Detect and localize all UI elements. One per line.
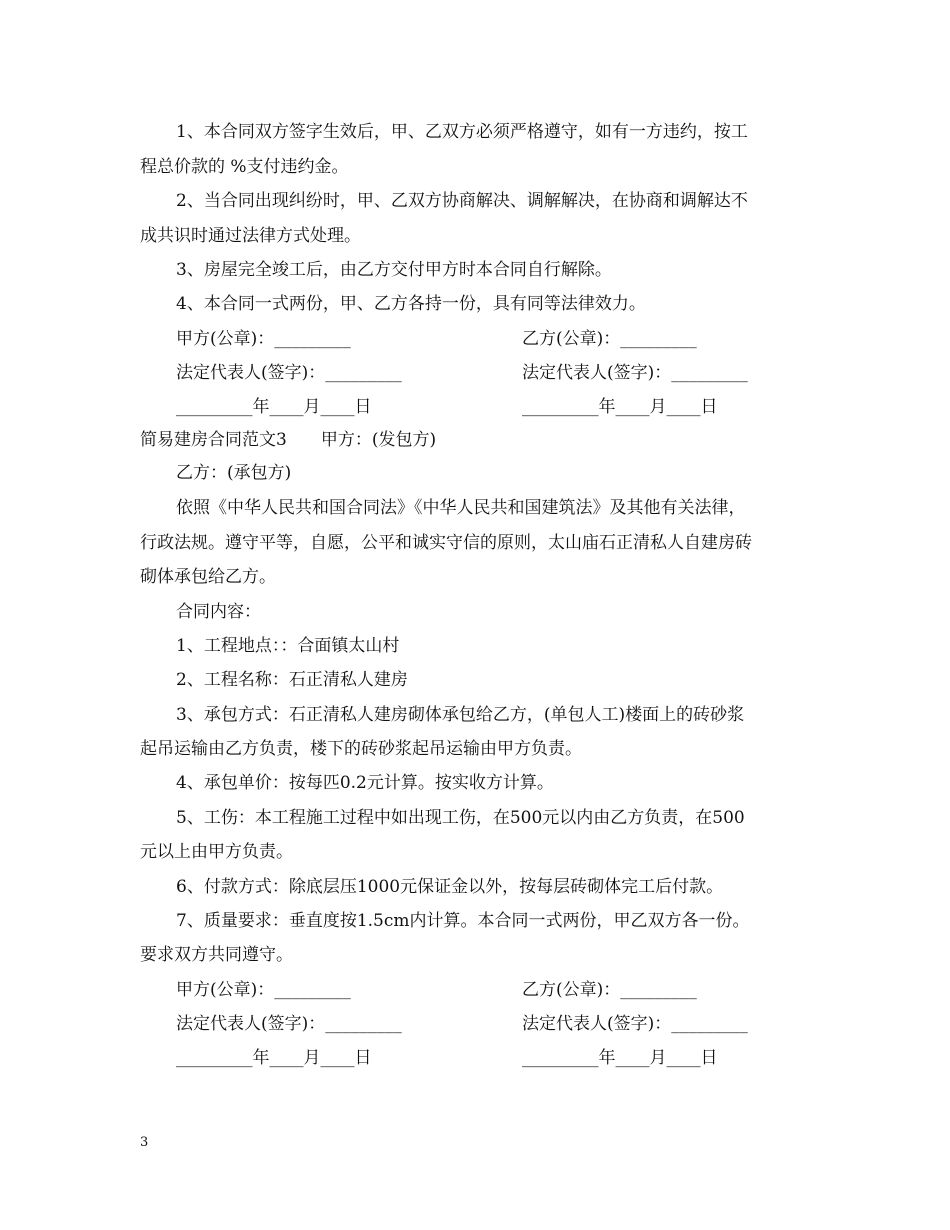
party-b-representative: 法定代表人(签字)：_________ [522, 363, 748, 383]
party-b-seal: 乙方(公章)：_________ [522, 329, 697, 349]
page-number: 3 [140, 1135, 149, 1150]
item-3-line-2: 起吊运输由乙方负责，楼下的砖砂浆起吊运输由甲方负责。 [140, 739, 582, 759]
preamble-line-2: 行政法规。遵守平等，自愿，公平和诚实守信的原则，太山庙石正清私人自建房砖 [140, 533, 752, 553]
clause-4: 4、本合同一式两份，甲、乙方各持一份，具有同等法律效力。 [176, 294, 646, 314]
party-a-representative: 法定代表人(签字)：_________ [176, 363, 402, 383]
item-4: 4、承包单价：按每匹0.2元计算。按实收方计算。 [176, 773, 554, 793]
party-b-representative: 法定代表人(签字)：_________ [522, 1014, 748, 1034]
item-1: 1、工程地点：：合面镇太山村 [176, 636, 400, 656]
preamble-line-3: 砌体承包给乙方。 [140, 567, 276, 587]
party-a-seal: 甲方(公章)：_________ [176, 980, 351, 1000]
party-a-date: _________年____月____日 [176, 397, 372, 417]
clause-1-line-1: 1、本合同双方签字生效后，甲、乙双方必须严格遵守，如有一方违约，按工 [176, 122, 748, 142]
party-b-date: _________年____月____日 [522, 397, 718, 417]
contract-content-label: 合同内容： [176, 602, 261, 622]
item-6: 6、付款方式：除底层压1000元保证金以外，按每层砖砌体完工后付款。 [176, 877, 724, 897]
item-7-line-1: 7、质量要求：垂直度按1.5cm内计算。本合同一式两份，甲乙双方各一份。 [176, 911, 750, 931]
clause-2-line-2: 成共识时通过法律方式处理。 [140, 226, 361, 246]
clause-2-line-1: 2、当合同出现纠纷时，甲、乙双方协商解决、调解解决，在协商和调解达不 [176, 191, 748, 211]
party-b-line: 乙方：(承包方) [176, 463, 292, 483]
party-a-date: _________年____月____日 [176, 1048, 372, 1068]
item-5-line-2: 元以上由甲方负责。 [140, 842, 293, 862]
item-3-line-1: 3、承包方式：石正清私人建房砌体承包给乙方，(单包人工)楼面上的砖砂浆 [176, 705, 745, 725]
contract-heading: 简易建房合同范文3 甲方：(发包方) [140, 430, 437, 450]
item-5-line-1: 5、工伤：本工程施工过程中如出现工伤，在500元以内由乙方负责，在500 [176, 808, 745, 828]
party-a-representative: 法定代表人(签字)：_________ [176, 1014, 402, 1034]
clause-1-line-2: 程总价款的 %支付违约金。 [140, 157, 349, 177]
clause-3: 3、房屋完全竣工后，由乙方交付甲方时本合同自行解除。 [176, 260, 612, 280]
party-b-seal: 乙方(公章)：_________ [522, 980, 697, 1000]
party-b-date: _________年____月____日 [522, 1048, 718, 1068]
preamble-line-1: 依照《中华人民共和国合同法》《中华人民共和国建筑法》及其他有关法律， [176, 498, 746, 518]
party-a-seal: 甲方(公章)：_________ [176, 329, 351, 349]
item-2: 2、工程名称：石正清私人建房 [176, 670, 408, 690]
item-7-line-2: 要求双方共同遵守。 [140, 945, 293, 965]
